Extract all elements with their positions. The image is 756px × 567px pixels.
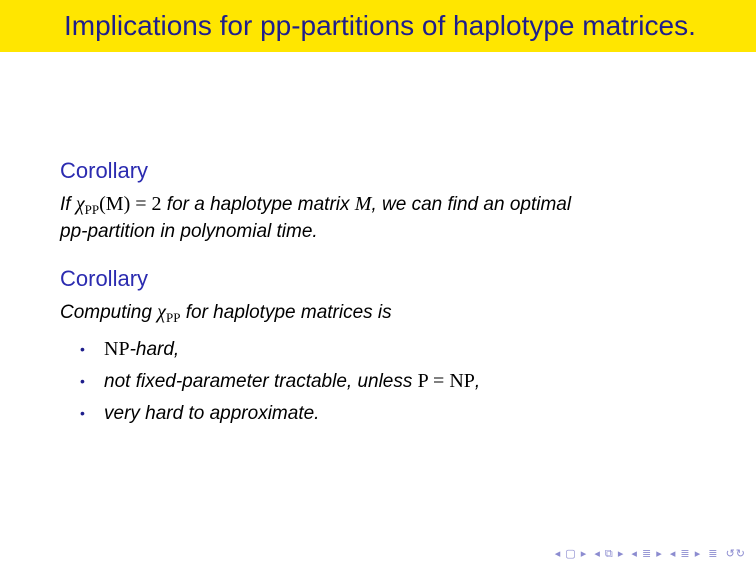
bullet-item <box>80 365 480 397</box>
nav-section-icon[interactable]: ◂ ≣ ▸ <box>669 548 702 560</box>
corollary2-bullet-list <box>80 333 480 429</box>
bullet-dot-icon: • <box>80 341 85 357</box>
bullet-text: -hard, <box>129 339 180 360</box>
bullet-text: not fixed-parameter tractable, unless <box>104 371 413 392</box>
beamer-navigation <box>552 547 746 561</box>
corollary1-end: , we can find an optimal <box>371 194 572 215</box>
corollary-text-1-line2: pp-partition in polynomial time. <box>60 221 318 242</box>
nav-subsection-icon[interactable]: ◂ ≣ ▸ <box>631 548 663 560</box>
chi-pp-math: $\chi_{PP}(M) = 2$ <box>75 193 162 217</box>
bullet-text: very hard to approximate. <box>104 403 320 424</box>
slide-title: Implications for pp-partitions of haplotype matrices. <box>64 10 696 41</box>
bullet-dot-icon: • <box>80 373 85 389</box>
bullet-dot-icon: • <box>80 405 85 421</box>
corollary-heading-1: Corollary <box>60 158 149 183</box>
nav-align-icon[interactable]: ≣ <box>708 548 719 560</box>
bullet-tail: , <box>474 371 481 392</box>
corollary2-intro-after: for haplotype matrices is <box>185 302 392 323</box>
nav-frame-icon[interactable]: ◂ ⧉ ▸ <box>594 548 625 560</box>
corollary-text-2 <box>60 298 392 332</box>
np-math: NP <box>104 338 130 360</box>
matrix-m-math: M <box>354 193 372 215</box>
nav-left-icon[interactable]: ◂ ▢ ▸ <box>554 548 588 560</box>
corollary2-intro: Computing <box>60 302 152 323</box>
chi-pp-math-2: $\chi_{PP}$ <box>157 301 181 325</box>
bullet-item <box>80 333 480 365</box>
title-bar <box>0 0 756 52</box>
p-eq-np-math: P = NP <box>417 370 475 392</box>
corollary1-mid: for a haplotype matrix <box>166 194 350 215</box>
corollary1-if: If <box>60 194 71 215</box>
nav-search-icon[interactable]: ↺↻ <box>725 548 746 560</box>
bullet-item <box>80 397 480 429</box>
corollary-heading-2: Corollary <box>60 266 149 291</box>
